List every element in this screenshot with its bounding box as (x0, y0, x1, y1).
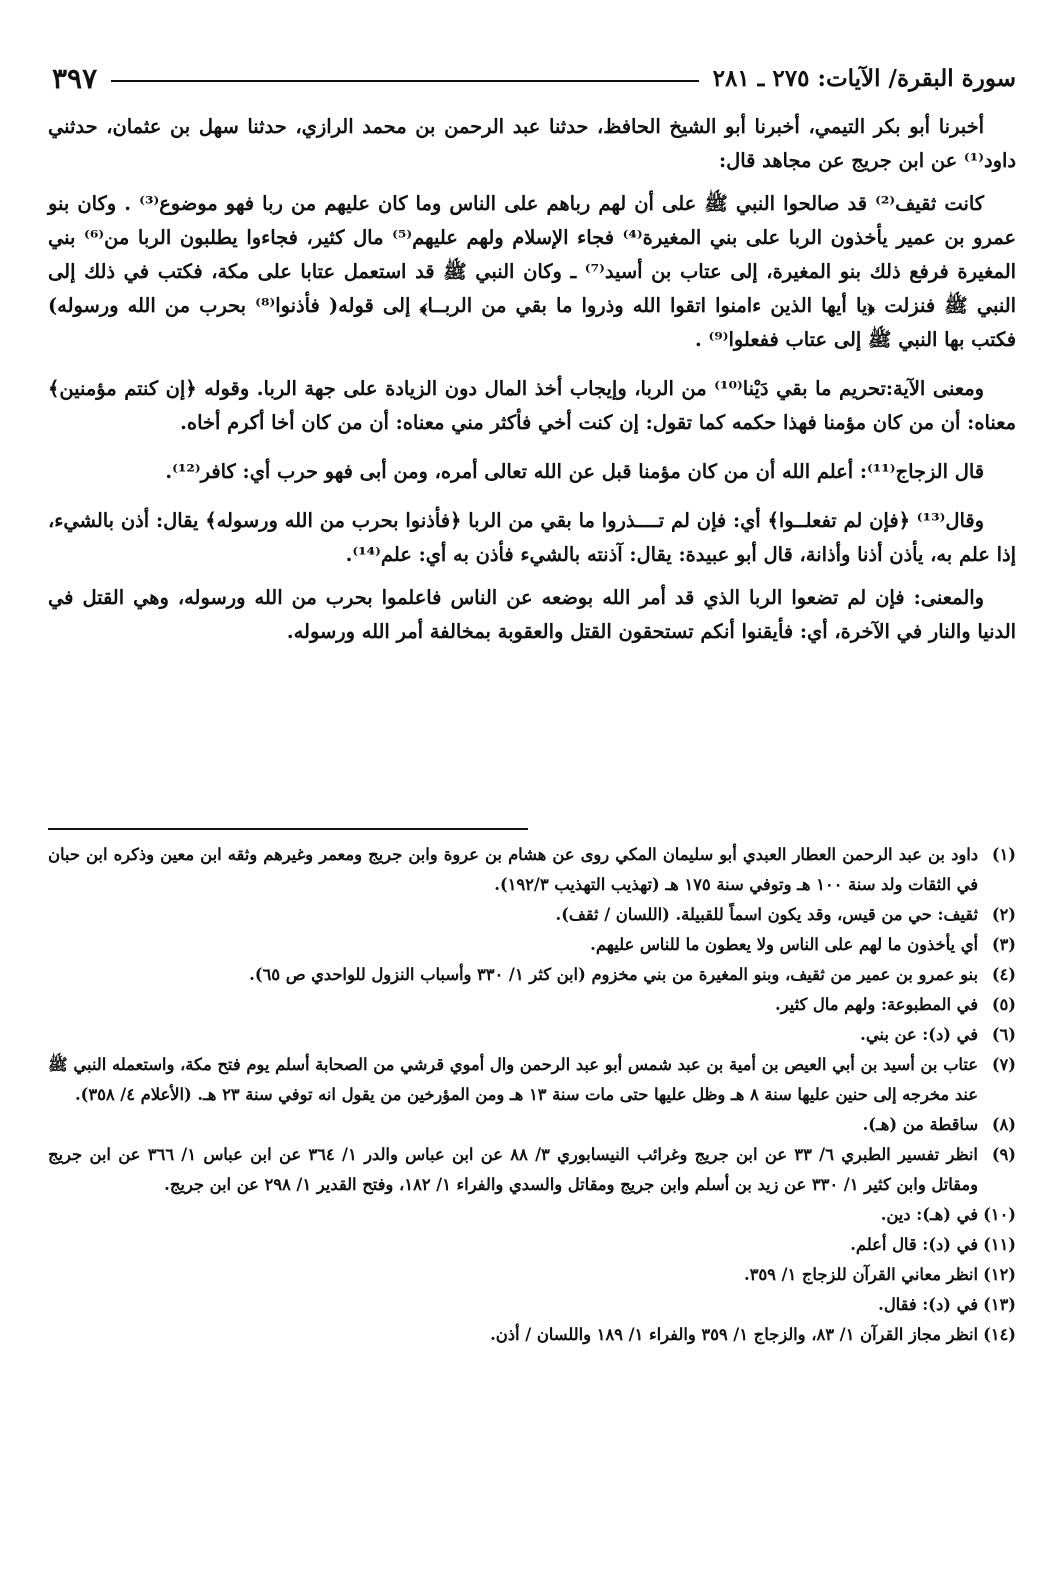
footnote (48, 1050, 1016, 1110)
header-rule (111, 80, 698, 82)
footnote-text: في (هـ): دين. (880, 1205, 978, 1224)
footnote-text: في (د): عن بني. (860, 1025, 978, 1044)
footnotes-divider (48, 828, 528, 830)
footnote (48, 990, 1016, 1020)
footnotes (48, 840, 1016, 1350)
footnote-text: ساقطة من (هـ). (862, 1115, 978, 1134)
paragraph-al-mana: والمعنى: فإن لم تضعوا الربا الذي قد أمر الله بوضعه عن الناس فاعلموا بحرب من الله ورسوله، وهي القتل في الدنيا والنار في الآخرة، أي: فأيقنوا أنكم تستحقون القتل والعقوبة بمخالفة أمر الله ورسوله. (48, 586, 1016, 643)
paragraph-fa-in-lam: وقال⁽¹³⁾ ﴿فإن لم تفعلــوا﴾ أي: فإن لم تــــذروا ما بقي من الربا ﴿فأذنوا بحرب من الله ورسوله﴾ يقال: أذن بالشيء، إذا علم به، يأذن أذنا وأذانة، قال أبو عبيدة: يقال: آذنته بالشيء فأذن به أي: علم⁽¹⁴⁾. (48, 509, 1016, 566)
footnote-text: في المطبوعة: ولهم مال كثير. (775, 995, 978, 1014)
footnote (48, 1200, 1016, 1230)
main-text (48, 110, 1016, 664)
footnote-text: انظر معاني القرآن للزجاج ١/ ٣٥٩. (743, 1265, 978, 1284)
footnote-number: (١٢) (983, 1265, 1016, 1284)
footnote-number: (١٣) (983, 1295, 1016, 1314)
paragraph-zajjaj: قال الزجاج⁽¹¹⁾: أعلم الله أن من كان مؤمنا قبل عن الله تعالى أمره، ومن أبى فهو حرب أي: كافر⁽¹²⁾. (165, 460, 984, 483)
footnote-text: داود بن عبد الرحمن العطار العبدي أبو سليمان المكي روى عن هشام بن عروة وابن جريج ومعمر وغيرهم وثقه ابن معين وذكره ابن حبان في الثقات ولد سنة ١٠٠ هـ وتوفي سنة ١٧٥ هـ (تهذيب التهذيب ١٩٢/٣). (48, 845, 978, 894)
running-header (52, 58, 1016, 98)
footnote (48, 1020, 1016, 1050)
footnote-text: انظر مجاز القرآن ١/ ٨٣، والزجاج ١/ ٣٥٩ والفراء ١/ ١٨٩ واللسان / أذن. (490, 1325, 978, 1344)
paragraph-isnad: أخبرنا أبو بكر التيمي، أخبرنا أبو الشيخ الحافظ، حدثنا عبد الرحمن بن محمد الرازي، حدثنا سهل بن عثمان، حدثني داود⁽¹⁾ عن ابن جريج عن مجاهد قال: (48, 115, 1016, 172)
footnote (48, 930, 1016, 960)
footnote (48, 1260, 1016, 1290)
footnote (48, 1140, 1016, 1200)
footnote (48, 960, 1016, 990)
footnote (48, 1230, 1016, 1260)
footnote (48, 1110, 1016, 1140)
page-number: ٣٩٧ (52, 61, 98, 95)
footnote-text: انظر تفسير الطبري ٦/ ٣٣ عن ابن جريج وغرائب النيسابوري ٣/ ٨٨ عن ابن عباس والدر ١/ ٣٦٤ عن ابن عباس ١/ ٣٦٦ عن ابن جريج ومقاتل وابن كثير ١/ ٣٣٠ عن زيد بن أسلم وابن جريج ومقاتل والسدي والفراء ١/ ١٨٢، وفتح القدير ١/ ٢٩٨ عن ابن جريج. (48, 1145, 978, 1194)
footnote-text: في (د): فقال. (878, 1295, 978, 1314)
footnote-number: (١٠) (983, 1205, 1016, 1224)
footnote-number: (٩) (991, 1145, 1016, 1164)
footnote-number: (٧) (991, 1055, 1016, 1074)
footnote-number: (١١) (983, 1235, 1016, 1254)
paragraph-meaning: ومعنى الآية:تحريم ما بقي دَيْنا⁽¹⁰⁾ من الربا، وإيجاب أخذ المال دون الزيادة على جهة الربا. وقوله ﴿إن كنتم مؤمنين﴾ معناه: أن من كان مؤمنا فهذا حكمه كما تقول: إن كنت أخي فأكثر مني معناه: أن من كان أخا أكرم أخاه. (48, 377, 1016, 434)
footnote-number: (١) (991, 845, 1016, 864)
footnote-text: أي يأخذون ما لهم على الناس ولا يعطون ما للناس عليهم. (590, 935, 978, 954)
footnote-text: في (د): قال أعلم. (850, 1235, 978, 1254)
footnote (48, 840, 1016, 900)
footnote (48, 1320, 1016, 1350)
footnote (48, 1290, 1016, 1320)
surah-header-title: سورة البقرة/ الآيات: ٢٧٥ ـ ٢٨١ (712, 64, 1016, 92)
paragraph-narration: كانت ثقيف⁽²⁾ قد صالحوا النبي ﷺ على أن لهم رباهم على الناس وما كان عليهم من ربا فهو موضوع⁽³⁾ . وكان بنو عمرو بن عمير يأخذون الربا على بني المغيرة⁽⁴⁾ فجاء الإسلام ولهم عليهم⁽⁵⁾ مال كثير، فجاءوا يطلبون الربا من⁽⁶⁾ بني المغيرة فرفع ذلك بنو المغيرة، إلى عتاب بن أسيد⁽⁷⁾ ـ وكان النبي ﷺ قد استعمل عتابا على مكة، فكتب في ذلك إلى النبي ﷺ فنزلت ﴿يا أيها الذين ءامنوا اتقوا الله وذروا ما بقي من الربــا﴾ إلى قوله( فأذنوا⁽⁸⁾ بحرب من الله ورسوله) فكتب بها النبي ﷺ إلى عتاب ففعلوا⁽⁹⁾ . (48, 192, 1017, 351)
footnote (48, 900, 1016, 930)
footnote-text: بنو عمرو بن عمير من ثقيف، وبنو المغيرة من بني مخزوم (ابن كثر ١/ ٣٣٠ وأسباب النزول للواحدي ص ٦٥). (249, 965, 978, 984)
footnote-number: (٥) (991, 995, 1016, 1014)
footnote-number: (٦) (991, 1025, 1016, 1044)
footnote-text: عتاب بن أسيد بن أبي العيص بن أمية بن عبد شمس أبو عبد الرحمن وال أموي قرشي من الصحابة أسلم يوم فتح مكة، واستعمله النبي ﷺ عند مخرجه إلى حنين عليها سنة ٨ هـ وظل عليها حتى مات سنة ١٣ هـ ومن المؤرخين من يقول انه توفي سنة ٢٣ هـ. (الأعلام ٤/ ٣٥٨). (48, 1055, 978, 1104)
footnote-number: (١٤) (983, 1325, 1016, 1344)
footnote-number: (٣) (991, 935, 1016, 954)
footnote-number: (٨) (991, 1115, 1016, 1134)
footnote-text: ثقيف: حي من قيس، وقد يكون اسماً للقبيلة. (اللسان / ثقف). (555, 905, 978, 924)
footnote-number: (٤) (991, 965, 1016, 984)
footnote-number: (٢) (991, 905, 1016, 924)
